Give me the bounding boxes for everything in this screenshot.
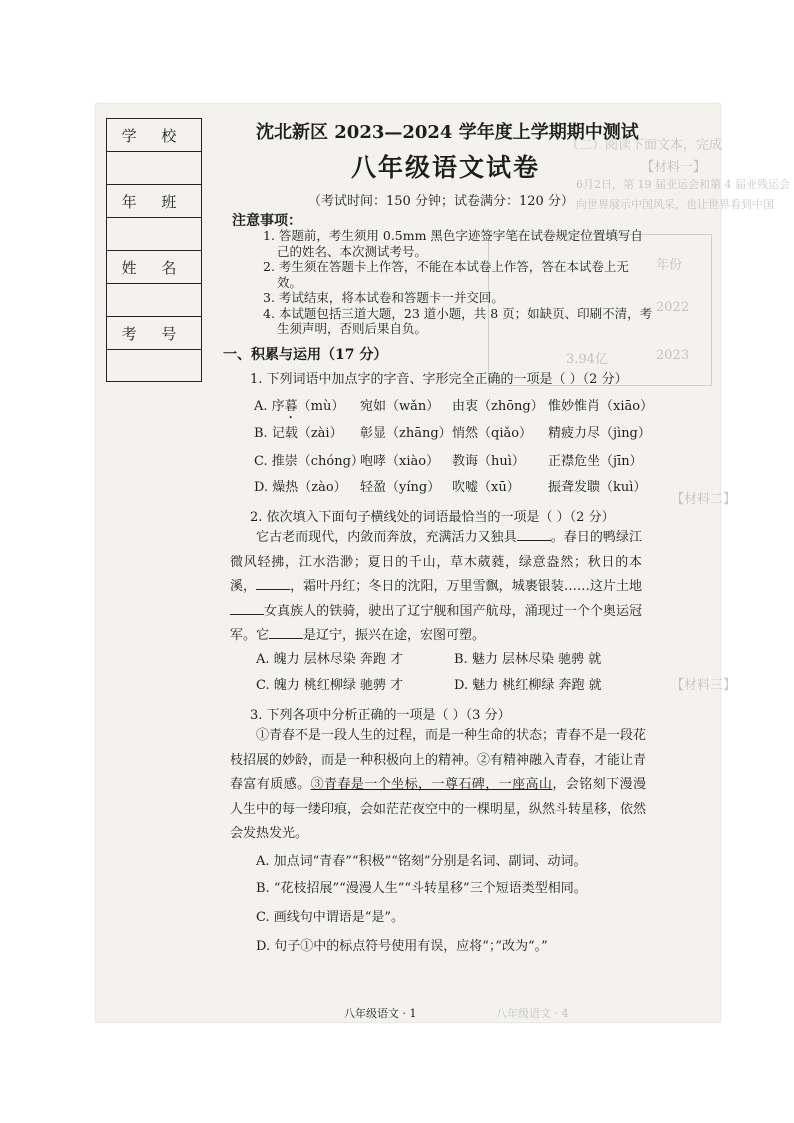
q1-option-c-word: 咆哮（xiào） [360, 454, 440, 469]
q2-option-d: D. 魅力 桃红柳绿 奔跑 就 [454, 678, 602, 693]
bleed-text: 【材料一】 [641, 160, 707, 175]
q3-passage: ①青春不是一段人生的过程，而是一种生命的状态；青春不是一段花枝招展的妙龄，而是一种积极向上的精神。②有精神融入青春，才能让青春富有质感。③青春是一个坐标，一尊石碑，一座高山，会铭刻下漫漫人生中的每一缕印痕，会如茫茫夜空中的一棵明星，纵然斗转星移，依然会发热发光。 [230, 728, 647, 841]
q1-option-a-word: 惟妙惟肖（xiāo） [548, 399, 654, 414]
q1-option-d: D. 燥热（zào） [254, 480, 347, 495]
q1-option-c-word: 正襟危坐（jīn） [548, 454, 643, 469]
name-label: 姓 名 [106, 250, 202, 283]
bleed-text: 6月2日，第 19 届亚运会和第 4 届亚残运会 [576, 178, 790, 191]
school-field[interactable] [106, 151, 202, 184]
q2-passage: 它古老而现代，内敛而奔放，充满活力又独具 。春日的鸭绿江微风轻拂，江水浩渺；夏日的千山，草木葳蕤，绿意盎然；秋日的本溪， ，霜叶丹红；冬日的沈阳，万里雪飘，城裹银装……这片土地女真族人的铁骑，驶出了辽宁舰和国产航母，涌现过一个个奥运冠军。它 是辽宁，振兴在途，宏图可塑。 [230, 530, 642, 643]
bleed-text: 【材料三】 [671, 678, 737, 693]
q1-option-d-word: 轻盈（yíng） [360, 480, 441, 495]
q1-option-a-word: 宛如（wǎn） [360, 399, 440, 414]
bleed-text: 八年级语文 · 4 [496, 1007, 569, 1020]
exam-title: 沈北新区 2023—2024 学年度上学期期中测试 [256, 122, 639, 143]
q1-option-d-word: 吹嘘（xū） [452, 480, 520, 495]
bleed-text: 向世界展示中国风采，也让世界看到中国 [576, 198, 774, 211]
q1-option-a: A. 序暮（mù） [254, 399, 345, 414]
underlined-sentence: ③青春是一个坐标，一尊石碑，一座高山 [310, 777, 553, 792]
q1-option-b-word: 精疲力尽（jìng） [548, 426, 651, 441]
q2-option-b: B. 魅力 层林尽染 驰骋 就 [454, 652, 602, 667]
q2-option-c: C. 魄力 桃红柳绿 驰骋 才 [256, 678, 404, 693]
class-label: 年 班 [106, 184, 202, 217]
bleed-text: 【材料二】 [671, 492, 737, 507]
name-field[interactable] [106, 283, 202, 316]
q1-option-c-word: 教诲（huì） [452, 454, 525, 469]
q1-option-b-word: 彰显（zhāng） [360, 426, 452, 441]
q3-option-b: B. “花枝招展”“漫漫人生”“斗转星移”三个短语类型相同。 [256, 881, 587, 896]
notice-item: 1. 答题前，考生须用 0.5mm 黑色字迹签字笔在试卷规定位置填写自己的姓名、本次测试考号。 [263, 228, 643, 259]
bleed-text: 3.94亿 [566, 352, 608, 367]
q2-option-a: A. 魄力 层林尽染 奔跑 才 [256, 652, 404, 667]
bleed-text: （二）阅读下面文本，完成 [566, 138, 723, 153]
page-footer: 八年级语文 · 1 [344, 1007, 417, 1020]
answer-blank [256, 577, 290, 590]
question-1-stem: 1. 下列词语中加点字的字音、字形完全正确的一项是（ ）（2 分） [250, 372, 628, 387]
q1-option-b-word: 悄然（qiǎo） [452, 426, 533, 441]
exam-number-label: 考 号 [106, 316, 202, 349]
answer-blank [517, 528, 551, 541]
notice-heading: 注意事项： [232, 213, 302, 229]
q3-option-c: C. 画线句中谓语是“是”。 [256, 910, 405, 925]
answer-blank [269, 626, 303, 639]
school-label: 学 校 [106, 118, 202, 151]
question-2-stem: 2. 依次填入下面句子横线处的词语最恰当的一项是（ ）（2 分） [250, 510, 615, 525]
q1-option-a-word: 由衷（zhōng） [452, 399, 544, 414]
bleed-text: 2023 [656, 348, 690, 363]
notice-item: 4. 本试题包括三道大题，23 道小题，共 8 页；如缺页、印刷不清，考生须声明，否则后果自负。 [263, 305, 653, 336]
question-3-stem: 3. 下列各项中分析正确的一项是（ ）（3 分） [250, 708, 511, 723]
student-info-table [106, 118, 202, 390]
answer-blank [230, 602, 264, 615]
notice-item: 2. 考生须在答题卡上作答，不能在本试卷上作答，答在本试卷上无效。 [263, 259, 629, 290]
exam-info: （考试时间：150 分钟；试卷满分：120 分） [308, 194, 574, 209]
q3-option-a: A. 加点词“青春”“积极”“铭刻”分别是名词、副词、动词。 [256, 854, 587, 869]
section-heading: 一、积累与运用（17 分） [223, 347, 388, 363]
exam-subtitle: 八年级语文试卷 [351, 153, 541, 182]
bleed-text: 2022 [656, 300, 690, 315]
notice-item: 3. 考试结束，将本试卷和答题卡一并交回。 [263, 290, 504, 305]
exam-number-field[interactable] [106, 349, 202, 382]
q1-option-c: C. 推崇（chóng） [254, 454, 364, 469]
notice-list [263, 228, 653, 337]
q3-option-d: D. 句子①中的标点符号使用有误，应将“；”改为“。” [256, 939, 548, 954]
q1-option-b: B. 记载（zài） [254, 426, 343, 441]
q1-option-d-word: 振聋发聩（kuì） [548, 480, 647, 495]
exam-page [96, 104, 790, 1022]
bleed-text: 年份 [656, 258, 683, 273]
class-field[interactable] [106, 217, 202, 250]
